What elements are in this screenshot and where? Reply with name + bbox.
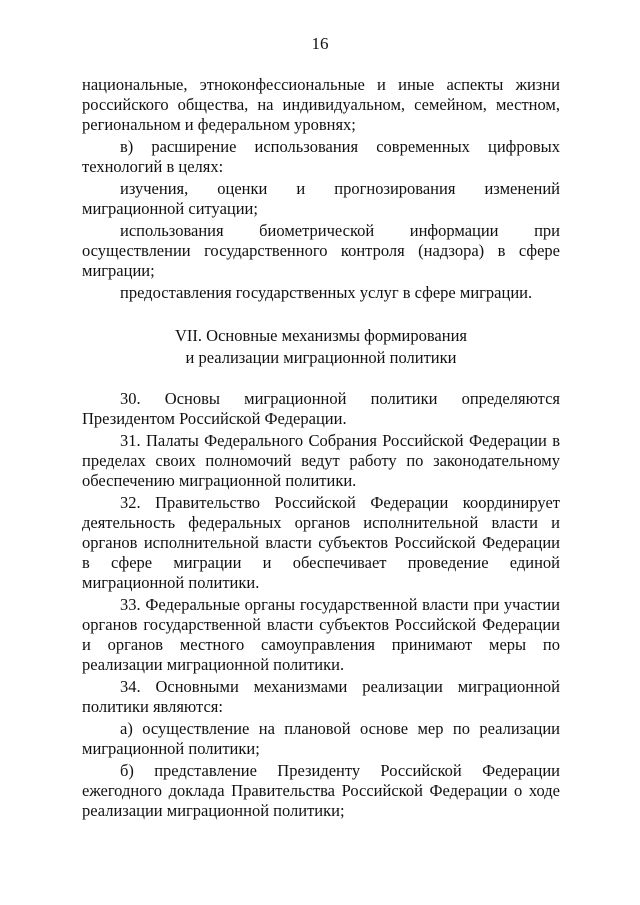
- paragraph-30: 30. Основы миграционной политики определяются Президентом Российской Федерации.: [82, 389, 560, 428]
- paragraph-31: 31. Палаты Федерального Собрания Российской Федерации в пределах своих полномочий ведут работу по законодательному обеспечению миграционной политики.: [82, 431, 560, 490]
- paragraph-34: 34. Основными механизмами реализации миграционной политики являются:: [82, 677, 560, 716]
- paragraph-32: 32. Правительство Российской Федерации координирует деятельность федеральных органов исполнительной власти и органов исполнительной власти субъектов Российской Федерации в сфере миграции и обеспечивает проведение единой миграционной политики.: [82, 493, 560, 592]
- paragraph-34b: б) представление Президенту Российской Федерации ежегодного доклада Правительства Российской Федерации о ходе реализации миграционной политики;: [82, 761, 560, 820]
- paragraph-services: предоставления государственных услуг в сфере миграции.: [120, 283, 533, 302]
- paragraph-34a: а) осуществление на плановой основе мер по реализации миграционной политики;: [82, 719, 560, 758]
- section-heading-line-2: и реализации миграционной политики: [185, 348, 457, 367]
- paragraph-item-v: в) расширение использования современных цифровых технологий в целях:: [82, 137, 560, 176]
- paragraph-biometric: использования биометрической информации при осуществлении государственного контроля (надзора) в сфере миграции;: [82, 221, 560, 280]
- paragraph-study: изучения, оценки и прогнозирования изменений миграционной ситуации;: [82, 179, 560, 218]
- document-body: [82, 75, 560, 821]
- paragraph-aspects: национальные, этноконфессиональные и иные аспекты жизни российского общества, на индивидуальном, семейном, местном, региональном и федеральном уровнях;: [82, 75, 560, 134]
- section-heading: [82, 325, 560, 369]
- page-number: 16: [311, 34, 329, 53]
- section-heading-line-1: VII. Основные механизмы формирования: [175, 326, 467, 345]
- paragraph-33: 33. Федеральные органы государственной власти при участии органов государственной власти субъектов Российской Федерации и органов местного самоуправления принимают меры по реализации миграционной политики.: [82, 595, 560, 674]
